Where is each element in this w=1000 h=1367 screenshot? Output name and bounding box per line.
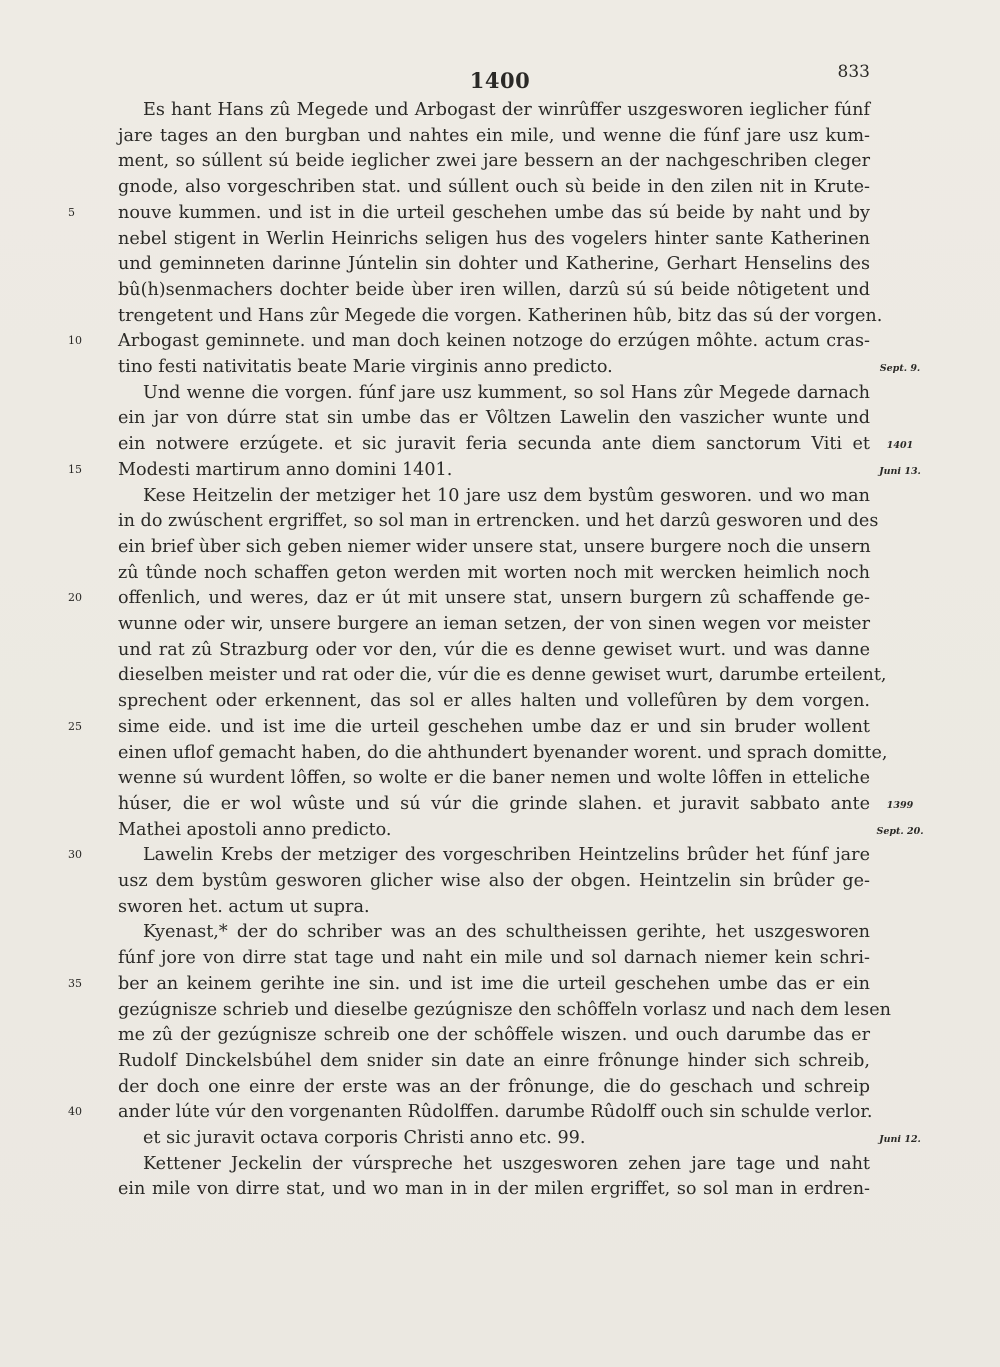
- text-line: wunne oder wir, unsere burgere an ieman setzen, der von sinen wegen vor meister: [118, 614, 870, 634]
- margin-date-note: 1401: [886, 440, 914, 452]
- margin-date-note: Juni 13.: [879, 465, 921, 477]
- text-line: me zû der gezúgnisze schreib one der schôffele wiszen. und ouch darumbe das er: [118, 1025, 870, 1046]
- text-line: dieselben meister und rat oder die, vúr die es denne gewiset wurt, darumbe erteilent,: [118, 665, 887, 686]
- text-line: Kettener Jeckelin der vúrspreche het uszgesworen zehen jare tage und naht: [143, 1153, 870, 1174]
- text-line: ment, so súllent sú beide ieglicher zwei jare bessern an der nachgeschriben cleger: [118, 151, 870, 172]
- text-line: nouve kummen. und ist in die urteil geschehen umbe das sú beide by naht und by: [118, 202, 870, 223]
- text-line: bû(h)senmachers dochter beide ùber iren willen, darzû sú sú beide nôtigetent und: [118, 279, 870, 300]
- line-number: 35: [68, 976, 82, 990]
- text-line: ein notwere erzúgete. et sic juravit feria secunda ante diem sanctorum Viti et: [118, 434, 870, 455]
- text-line: ander lúte vúr den vorgenanten Rûdolffen. darumbe Rûdolff ouch sin schulde verlor.: [118, 1102, 873, 1123]
- text-line: húser, die er wol wûste und sú vúr die grinde slahen. et juravit sabbato ante: [118, 793, 870, 814]
- text-line: trengetent und Hans zûr Megede die vorgen. Katherinen hûb, bitz das sú der vorgen.: [118, 305, 883, 326]
- text-line: sworen het. actum ut supra.: [118, 896, 370, 917]
- text-line: Rudolf Dinckelsbúhel dem snider sin date an einre frônunge hinder sich schreib,: [118, 1050, 870, 1071]
- text-line: Mathei apostoli anno predicto.: [118, 819, 392, 840]
- text-line: gezúgnisze schrieb und dieselbe gezúgnisze den schôffeln vorlasz und nach dem lesen: [118, 999, 891, 1020]
- line-number: 40: [68, 1105, 82, 1119]
- text-line: wenne sú wurdent lôffen, so wolte er die baner nemen und wolte lôffen in etteliche: [118, 768, 870, 789]
- margin-date-note: Juni 12.: [879, 1134, 921, 1145]
- text-line: ein brief ùber sich geben niemer wider unsere stat, unsere burgere noch die unsern: [118, 536, 871, 557]
- text-line: ein jar von dúrre stat sin umbe das er Vôltzen Lawelin den vaszicher wunte und: [118, 408, 870, 429]
- text-line: einen uflof gemacht haben, do die ahthundert byenander worent. und sprach domitte,: [118, 742, 888, 763]
- text-line: tino festi nativitatis beate Marie virginis anno predicto.: [118, 357, 613, 377]
- margin-date-note: Sept. 20.: [876, 825, 924, 837]
- text-line: offenlich, und weres, daz er út mit unsere stat, unsern burgern zû schaffende ge-: [118, 588, 870, 609]
- page-header-year: 1400: [469, 68, 531, 93]
- line-number: 5: [68, 205, 75, 219]
- text-line: Es hant Hans zû Megede und Arbogast der winrûffer uszgesworen ieglicher fúnf: [143, 100, 870, 120]
- text-line: Modesti martirum anno domini 1401.: [118, 459, 453, 480]
- text-line: usz dem bystûm gesworen glicher wise also der obgen. Heintzelin sin brûder ge-: [118, 871, 870, 891]
- text-line: fúnf jore von dirre stat tage und naht ein mile und sol darnach niemer kein schri-: [118, 948, 870, 969]
- text-line: Kyenast,* der do schriber was an des schultheissen gerihte, het uszgesworen: [143, 922, 870, 943]
- margin-date-note: Sept. 9.: [879, 363, 921, 374]
- line-number: 20: [68, 591, 82, 605]
- text-line: et sic juravit octava corporis Christi anno etc. 99.: [143, 1128, 586, 1148]
- text-line: gnode, also vorgeschriben stat. und súllent ouch sù beide in den zilen nit in Krute-: [118, 177, 870, 198]
- text-line: ein mile von dirre stat, und wo man in in der milen ergriffet, so sol man in erdren-: [118, 1179, 870, 1200]
- text-line: nebel stigent in Werlin Heinrichs seligen hus des vogelers hinter sante Katherinen: [118, 228, 870, 249]
- text-line: Lawelin Krebs der metziger des vorgeschriben Heintzelins brûder het fúnf jare: [143, 845, 870, 866]
- line-number: 25: [68, 719, 82, 733]
- text-line: ber an keinem gerihte ine sin. und ist ime die urteil geschehen umbe das er ein: [118, 973, 870, 994]
- margin-date-note: 1399: [886, 799, 914, 811]
- text-line: und rat zû Strazburg oder vor den, vúr die es denne gewiset wurt. und was danne: [118, 639, 870, 660]
- text-line: sprechent oder erkennent, das sol er alles halten und vollefûren by dem vorgen.: [118, 691, 870, 712]
- line-number: 30: [68, 848, 82, 862]
- line-number: 10: [68, 334, 82, 348]
- text-line: zû tûnde noch schaffen geton werden mit worten noch mit wercken heimlich noch: [118, 562, 870, 583]
- text-line: und geminneten darinne Júntelin sin dohter und Katherine, Gerhart Henselins des: [118, 254, 870, 275]
- text-line: Und wenne die vorgen. fúnf jare usz kumment, so sol Hans zûr Megede darnach: [143, 382, 870, 403]
- line-number: 15: [68, 462, 82, 476]
- text-line: sime eide. und ist ime die urteil geschehen umbe daz er und sin bruder wollent: [118, 716, 870, 737]
- text-line: jare tages an den burgban und nahtes ein mile, und wenne die fúnf jare usz kum-: [118, 125, 870, 146]
- text-line: Arbogast geminnete. und man doch keinen notzoge do erzúgen môhte. actum cras-: [118, 331, 870, 352]
- page-number: 833: [837, 62, 870, 82]
- text-line: in do zwúschent ergriffet, so sol man in ertrencken. und het darzû gesworen und des: [118, 511, 879, 532]
- text-line: der doch one einre der erste was an der frônunge, die do geschach und schreip: [118, 1076, 870, 1097]
- text-line: Kese Heitzelin der metziger het 10 jare usz dem bystûm gesworen. und wo man: [143, 485, 870, 506]
